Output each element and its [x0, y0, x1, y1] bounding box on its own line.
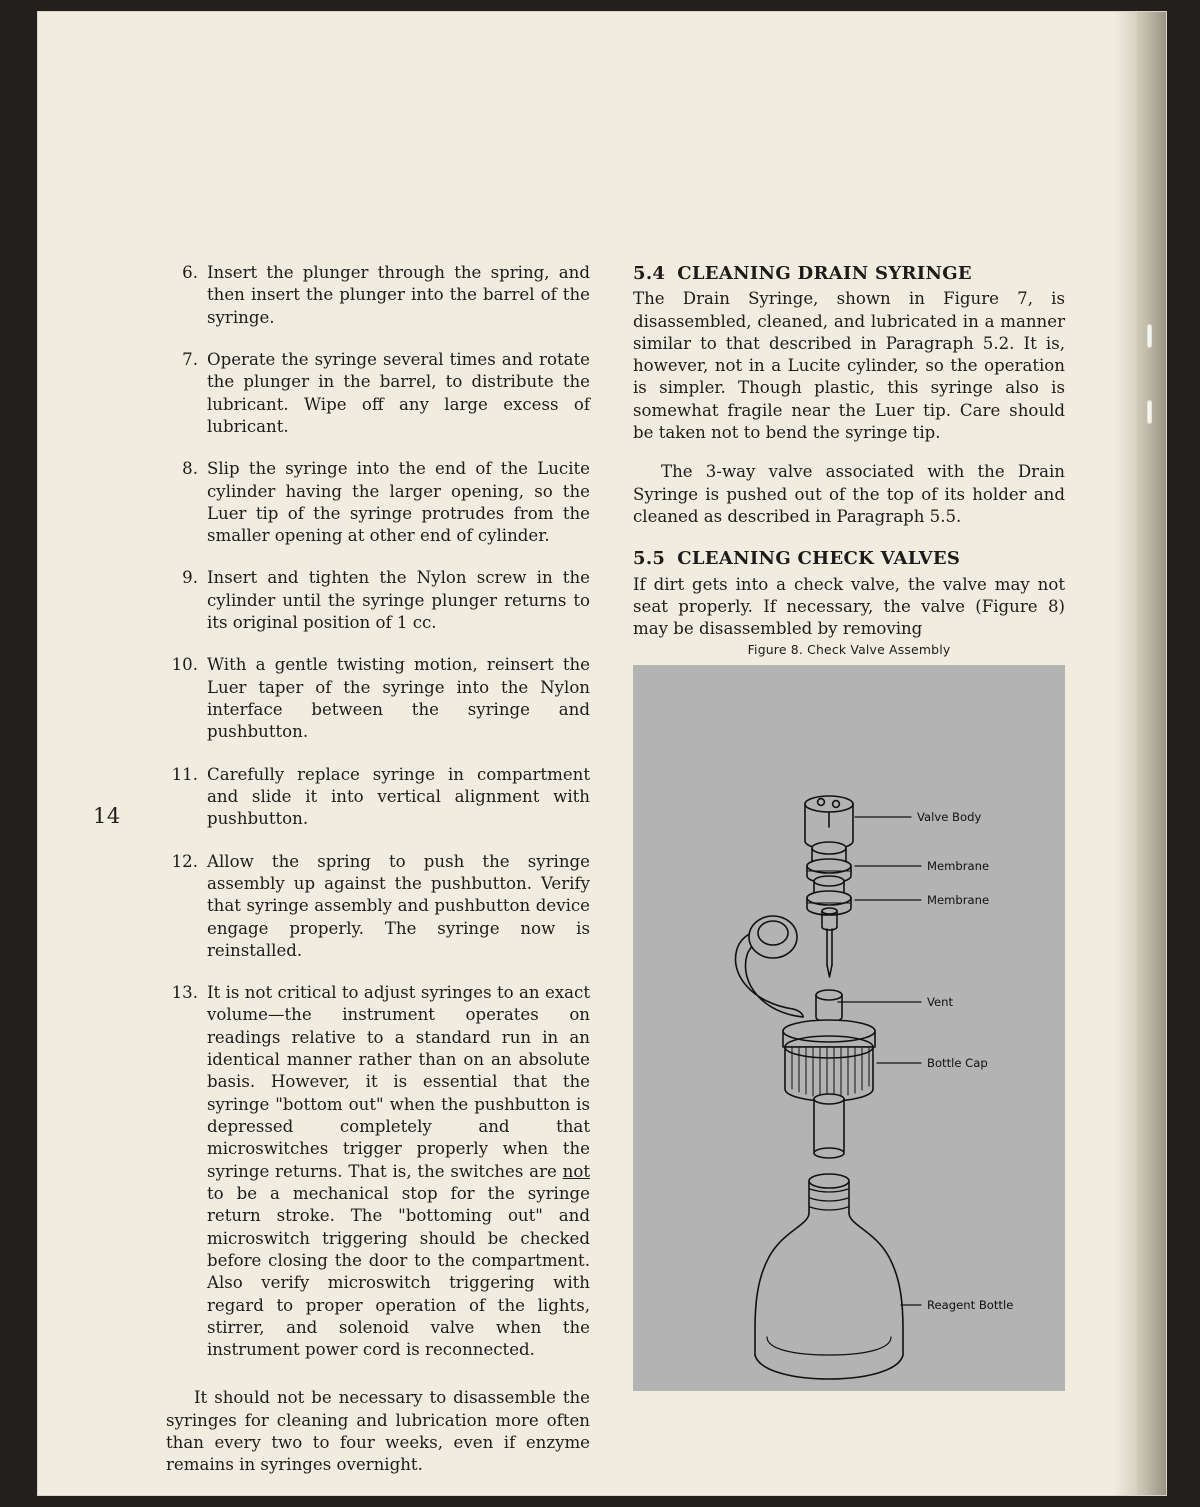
figure-label-bottle-cap: Bottle Cap: [927, 1056, 988, 1070]
list-item: [166, 851, 590, 963]
list-item: [166, 458, 590, 547]
figure-label-membrane-1: Membrane: [927, 859, 990, 873]
right-text-column: [633, 262, 1065, 659]
section-number: 5.4: [633, 263, 666, 284]
list-item-number: 8.: [182, 459, 198, 479]
list-item-number: 6.: [182, 263, 198, 282]
list-item: [166, 982, 590, 1361]
list-item: [166, 349, 590, 438]
closing-paragraph: It should not be necessary to disassemble the syringes for cleaning and lubrication more often than every two to four weeks, even if enzyme remains in syringes overnight.: [166, 1388, 590, 1475]
section-heading-5-4: [633, 262, 1065, 286]
figure-label-vent: Vent: [927, 995, 954, 1009]
list-item-number: 12.: [171, 851, 198, 871]
section-5-5-paragraph-1: If dirt gets into a check valve, the valve may not seat properly. If necessary, the valve (Figure 8) may be disassembled by removing: [633, 574, 1065, 639]
figure-image: [633, 665, 1065, 1391]
section-5-4-paragraph-1: The Drain Syringe, shown in Figure 7, is disassembled, cleaned, and lubricated in a manner similar to that described in Paragraph 5.2. It is, however, not in a Lucite cylinder, so the operation is simpler. Though plastic, this syringe also is somewhat fragile near the Luer tip. Care should be taken not to bend the syringe tip.: [633, 289, 1065, 443]
list-item-text: Carefully replace syringe in compartment and slide it into vertical alignment with pushbutton.: [207, 764, 590, 829]
figure-8: [633, 642, 1065, 1391]
list-item-number: 11.: [171, 764, 198, 784]
list-item: [166, 262, 590, 329]
list-item: [166, 764, 590, 831]
page-right-edge: [1137, 12, 1166, 1495]
section-heading-5-5: [633, 547, 1065, 571]
section-5-4-paragraph-2: The 3-way valve associated with the Drain Syringe is pushed out of the top of its holder and cleaned as described in Paragraph 5.5.: [633, 462, 1065, 527]
section-title: CLEANING CHECK VALVES: [677, 548, 961, 570]
list-item: [166, 654, 590, 743]
figure-label-group: [917, 810, 1013, 1312]
document-page: [38, 12, 1166, 1495]
list-item-number: 7.: [182, 349, 198, 369]
list-item-text: Slip the syringe into the end of the Lucite cylinder having the larger opening, so the Luer tip of the syringe protrudes from the smaller opening at other end of cylinder.: [207, 459, 590, 546]
list-item-text: Insert and tighten the Nylon screw in the cylinder until the syringe plunger returns to its original position of 1 cc.: [207, 568, 590, 633]
punch-hole-top: [1147, 324, 1152, 348]
list-item-number: 10.: [171, 655, 198, 675]
figure-label-reagent-bottle: Reagent Bottle: [927, 1298, 1014, 1312]
left-text-column: [166, 262, 590, 1493]
list-item-text: Operate the syringe several times and rotate the plunger in the barrel, to distribute the lubricant. Wipe off any large excess of lubricant.: [207, 349, 590, 436]
list-item-text: Allow the spring to push the syringe assembly up against the pushbutton. Verify that syringe assembly and pushbutton device engage properly. The syringe now is reinstalled.: [207, 851, 590, 960]
instruction-list: [166, 262, 590, 1361]
page-number: 14: [93, 804, 121, 828]
section-title: CLEANING DRAIN SYRINGE: [677, 263, 972, 284]
figure-label-valve-body: Valve Body: [917, 810, 982, 824]
punch-hole-bottom: [1147, 400, 1152, 424]
list-item: [166, 567, 590, 634]
list-item-text: It is not critical to adjust syringes to an exact volume—the instrument operates on readings relative to a standard run in an identical manner rather than on an absolute basis. However, it is essential that the syringe "bottom out" when the pushbutton is depressed completely and that microswitches trigger properly when the syringe returns. That is, the switches are not to be a mechanical stop for the syringe return stroke. The "bottoming out" and microswitch triggering should be checked before closing the door to the compartment. Also verify microswitch triggering with regard to proper operation of the lights, stirrer, and solenoid valve when the instrument power cord is reconnected.: [207, 983, 590, 1360]
figure-label-membrane-2: Membrane: [927, 893, 990, 907]
list-item-text: With a gentle twisting motion, reinsert the Luer taper of the syringe into the Nylon interface between the syringe and pushbutton.: [207, 655, 590, 742]
list-item-number: 9.: [182, 568, 198, 588]
figure-caption: Figure 8. Check Valve Assembly: [747, 642, 951, 657]
section-number: 5.5: [633, 548, 666, 570]
list-item-text: Insert the plunger through the spring, and then insert the plunger into the barrel of the syringe.: [207, 263, 590, 327]
list-item-number: 13.: [171, 983, 198, 1003]
